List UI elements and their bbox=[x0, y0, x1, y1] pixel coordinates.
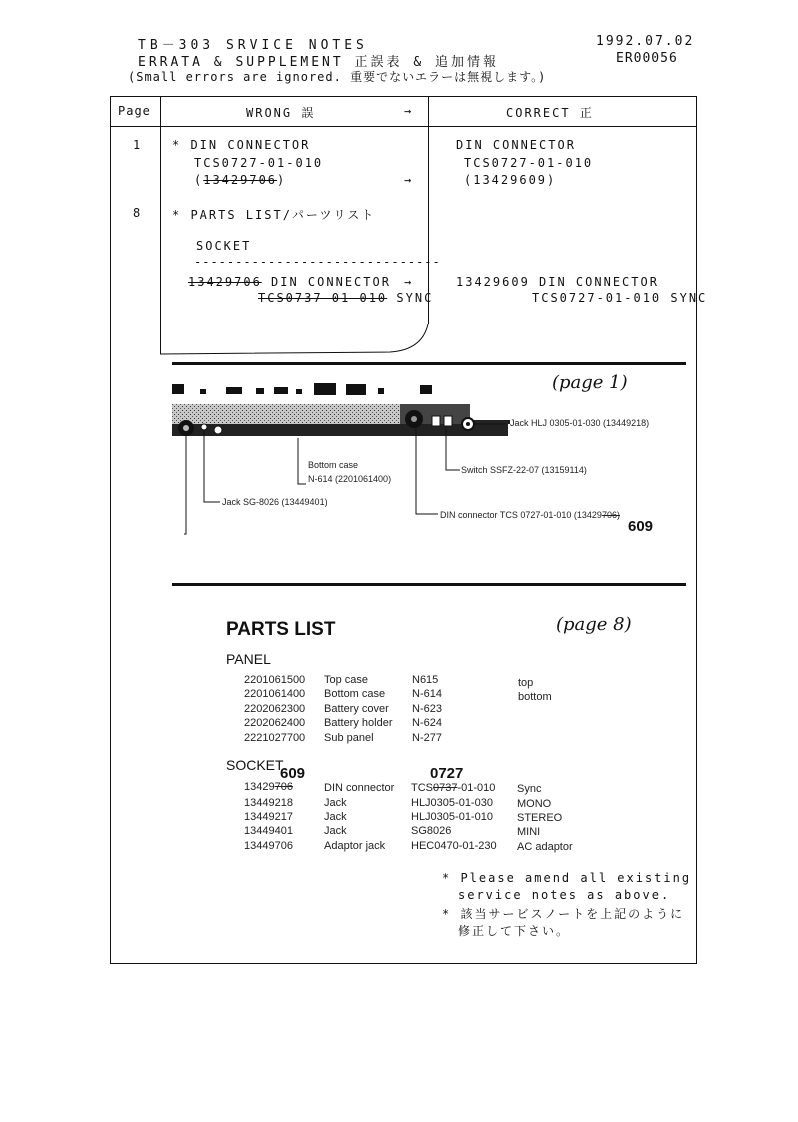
part-name: Jack bbox=[324, 825, 347, 837]
part-name: Bottom case bbox=[324, 688, 386, 700]
part-code: N-614 bbox=[412, 688, 442, 700]
code-suffix: -01-010 bbox=[457, 782, 496, 794]
part-number: 2202062400 bbox=[244, 717, 306, 729]
wrong-subheading: SOCKET bbox=[196, 239, 252, 253]
code-prefix: TCS bbox=[411, 782, 433, 794]
part-number: 13449218 bbox=[244, 797, 293, 809]
part-number: 13449401 bbox=[244, 825, 293, 837]
struck-part-number: 13429706 bbox=[203, 173, 278, 187]
correct-code: TCS0727-01-010 bbox=[464, 156, 594, 170]
part-code: HLJ0305-01-030 bbox=[411, 797, 493, 809]
part-code: SG8026 bbox=[411, 825, 452, 837]
wrong-line bbox=[258, 291, 433, 305]
page-note: (page 1) bbox=[552, 372, 628, 393]
part-name: Top case bbox=[324, 674, 369, 686]
handwritten-correction: 0727 bbox=[430, 765, 464, 782]
correct-line: TCS0727-01-010 SYNC bbox=[532, 291, 708, 305]
header-arrow: → bbox=[404, 104, 414, 118]
wrong-desc: DIN CONNECTOR bbox=[271, 275, 391, 289]
label-din-connector bbox=[440, 510, 620, 520]
wrong-code: TCS0727-01-010 bbox=[194, 156, 324, 170]
panel-heading: PANEL bbox=[226, 651, 271, 667]
part-code: N-623 bbox=[412, 703, 442, 715]
row-page-number: 1 bbox=[133, 138, 143, 152]
code-old: 0737 bbox=[433, 782, 458, 794]
page-note: (page 8) bbox=[556, 614, 632, 635]
handwritten-correction: 609 bbox=[280, 765, 306, 782]
col-divider-correct bbox=[428, 96, 429, 324]
correct-title: DIN CONNECTOR bbox=[456, 138, 576, 152]
row-arrow: → bbox=[404, 173, 414, 187]
part-name: Adaptor jack bbox=[324, 840, 386, 852]
wrong-part-number: (13429706) bbox=[194, 173, 287, 187]
part-note: top bbox=[518, 677, 534, 689]
struck-part-number: 13429706 bbox=[188, 275, 262, 289]
doc-date: 1992.07.02 bbox=[596, 34, 695, 49]
label-bottom-case: Bottom case bbox=[308, 460, 359, 470]
section-rule bbox=[172, 583, 686, 586]
parts-list-title: PARTS LIST bbox=[226, 619, 336, 640]
part-name: Jack bbox=[324, 811, 347, 823]
socket-heading: SOCKET bbox=[226, 757, 284, 773]
correct-part-number: (13429609) bbox=[464, 173, 557, 187]
din-label-old: 706) bbox=[601, 510, 620, 520]
part-name: Battery cover bbox=[324, 703, 389, 715]
section-rule bbox=[172, 362, 686, 365]
part-number-base: 13429 bbox=[244, 781, 275, 793]
torn-edge bbox=[160, 320, 432, 360]
doc-number: ER00056 bbox=[616, 51, 678, 66]
din-label-text: DIN connector TCS 0727-01-010 (13429 bbox=[440, 510, 602, 520]
part-code: HEC0470-01-230 bbox=[411, 840, 497, 852]
wrong-title: * DIN CONNECTOR bbox=[172, 138, 311, 152]
footer-note-line: service notes as above. bbox=[458, 888, 671, 902]
doc-title: TB－303 SRVICE NOTES bbox=[138, 38, 368, 53]
part-note: Sync bbox=[517, 783, 542, 795]
handwritten-correction: 609 bbox=[628, 518, 654, 535]
part-number: 2201061500 bbox=[244, 674, 306, 686]
part-code bbox=[411, 782, 495, 794]
part-number bbox=[244, 781, 293, 793]
doc-subtitle: ERRATA & SUPPLEMENT 正誤表 & 追加情報 bbox=[138, 55, 500, 70]
doc-note: (Small errors are ignored. 重要でないエラーは無視します。) bbox=[128, 70, 547, 84]
part-name: Sub panel bbox=[324, 732, 374, 744]
footer-note-line: * Please amend all existing bbox=[442, 871, 692, 885]
part-name: DIN connector bbox=[324, 782, 395, 794]
part-number-old: 706 bbox=[274, 781, 293, 793]
dashed-rule: ------------------------------ bbox=[194, 255, 441, 269]
correct-line: 13429609 DIN CONNECTOR bbox=[456, 275, 659, 289]
part-name: Battery holder bbox=[324, 717, 393, 729]
part-number: 2202062300 bbox=[244, 703, 306, 715]
label-jack-sg: Jack SG-8026 (13449401) bbox=[222, 497, 328, 507]
row-arrow: → bbox=[404, 275, 414, 289]
footer-note-line: 修正して下さい。 bbox=[458, 924, 571, 938]
part-code: N615 bbox=[412, 674, 439, 686]
table-header-rule bbox=[110, 126, 696, 127]
col-header-page: Page bbox=[118, 104, 151, 118]
part-number: 2221027700 bbox=[244, 732, 306, 744]
col-divider-page bbox=[160, 96, 161, 354]
part-note: STEREO bbox=[517, 812, 563, 824]
part-number: 13449217 bbox=[244, 811, 293, 823]
part-code: HLJ0305-01-010 bbox=[411, 811, 493, 823]
row-page-number: 8 bbox=[133, 206, 143, 220]
label-jack-hlj: Jack HLJ 0305-01-030 (13449218) bbox=[510, 418, 650, 428]
wrong-sync: SYNC bbox=[396, 291, 434, 305]
struck-code: TCS0737-01-010 bbox=[258, 291, 388, 305]
part-note: bottom bbox=[518, 691, 552, 703]
wrong-title: * PARTS LIST/パーツリスト bbox=[172, 208, 376, 222]
part-note: AC adaptor bbox=[517, 841, 573, 853]
part-note: MONO bbox=[517, 798, 552, 810]
part-name: Jack bbox=[324, 797, 347, 809]
col-header-wrong: WRONG 誤 bbox=[246, 106, 316, 120]
part-number: 2201061400 bbox=[244, 688, 306, 700]
part-code: N-277 bbox=[412, 732, 442, 744]
part-code: N-624 bbox=[412, 717, 442, 729]
col-header-correct: CORRECT 正 bbox=[506, 106, 594, 120]
label-bottom-case-code: N-614 (2201061400) bbox=[308, 474, 392, 484]
part-note: MINI bbox=[517, 826, 541, 838]
label-switch: Switch SSFZ-22-07 (13159114) bbox=[461, 465, 587, 475]
wrong-line bbox=[188, 275, 391, 289]
part-number: 13449706 bbox=[244, 840, 293, 852]
footer-note-line: * 該当サービスノートを上記のように bbox=[442, 907, 685, 921]
